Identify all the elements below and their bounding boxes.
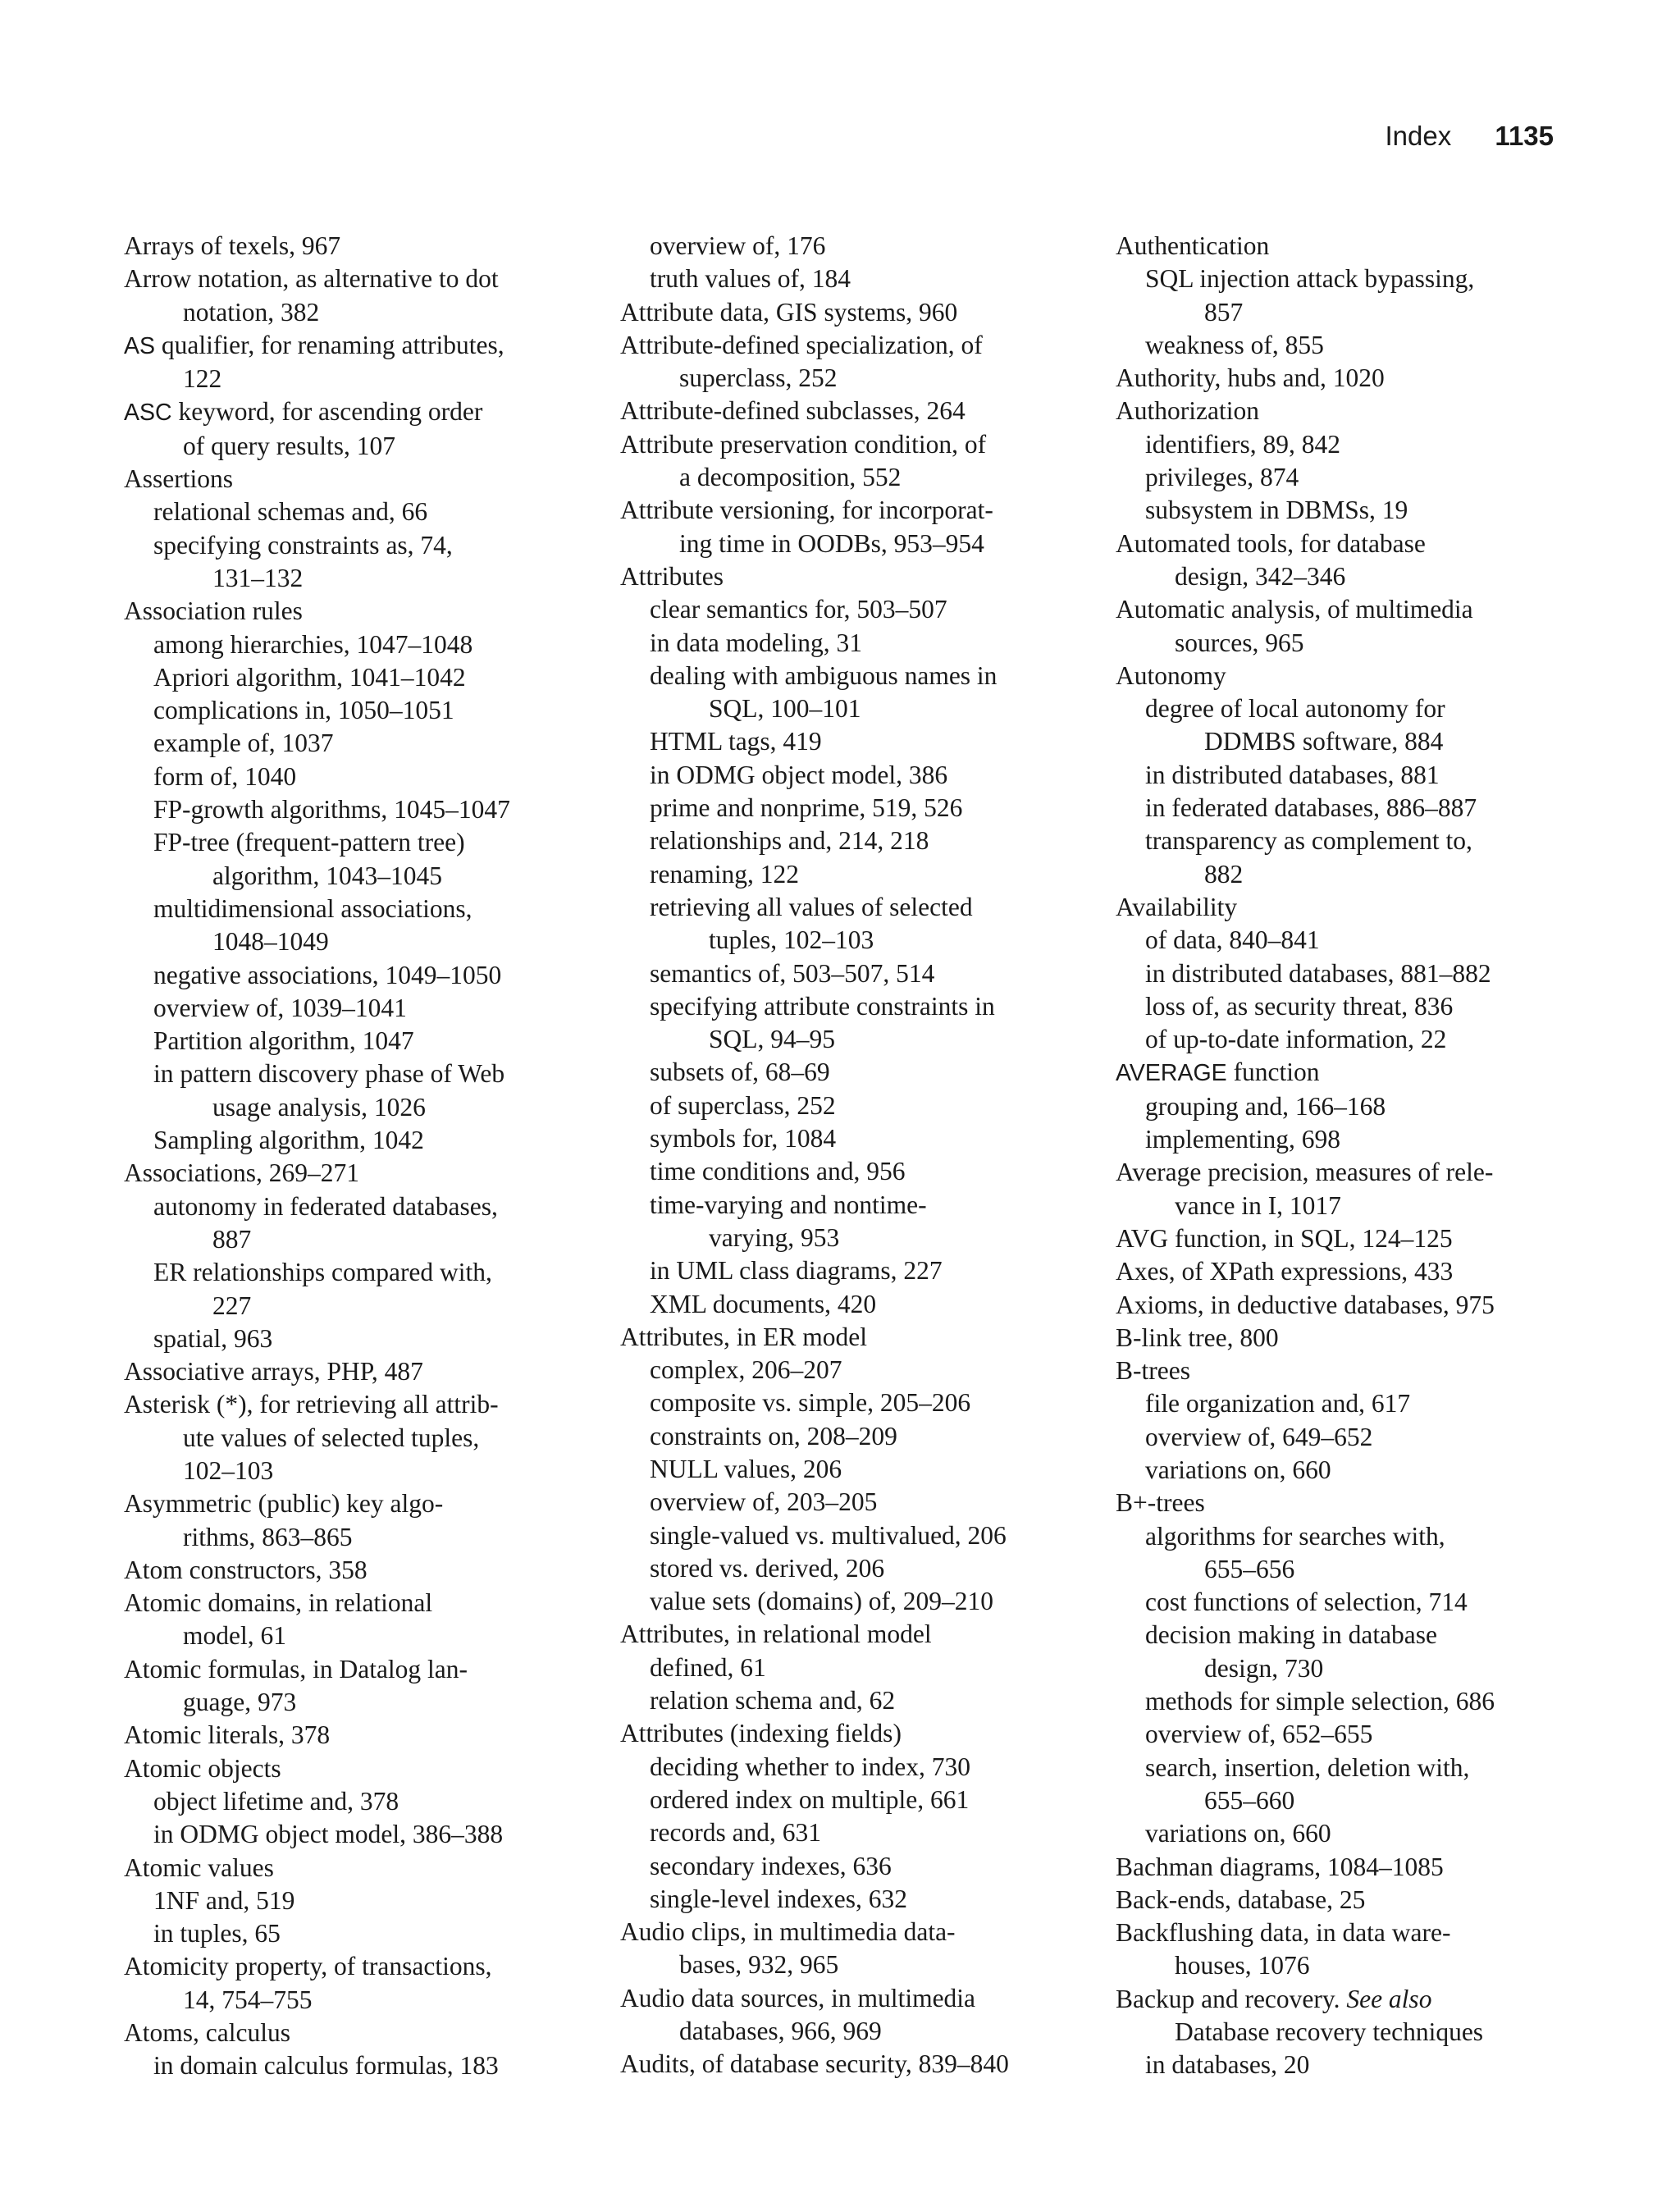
index-subentry: overview of, 203–205	[650, 1487, 878, 1517]
index-subentry: cost functions of selection, 714	[1145, 1588, 1468, 1617]
index-subentry: HTML tags, 419	[650, 727, 822, 756]
index-entry: B-link tree, 800	[1116, 1323, 1279, 1352]
index-entry: Bachman diagrams, 1084–1085	[1116, 1852, 1444, 1881]
index-subentry: NULL values, 206	[650, 1454, 842, 1483]
index-subentry: negative associations, 1049–1050	[153, 960, 502, 989]
index-entry: Attribute-defined subclasses, 264	[620, 396, 966, 426]
index-entry: Atom constructors, 358	[124, 1555, 368, 1584]
index-subentry: relationships and, 214, 218	[650, 826, 929, 856]
index-subentry: of superclass, 252	[650, 1090, 836, 1120]
index-subentry: single-valued vs. multivalued, 206	[650, 1520, 1007, 1550]
index-entry: Axes, of XPath expressions, 433	[1116, 1257, 1454, 1286]
index-entry: Attribute versioning, for incorporat- ing time in OODBs, 953–954	[620, 496, 993, 558]
index-entry: Arrow notation, as alternative to dot notation, 382	[124, 264, 499, 327]
index-entry: Attributes, in ER model	[620, 1322, 867, 1351]
index-subentry: constraints on, 208–209	[650, 1421, 897, 1450]
index-subentry: Partition algorithm, 1047	[153, 1026, 414, 1056]
index-column-3	[1116, 230, 1583, 2082]
index-entry: Axioms, in deductive databases, 975	[1116, 1290, 1495, 1319]
index-entry: Authentication	[1116, 231, 1270, 260]
index-entry: Attribute preservation condition, of a decomposition, 552	[620, 429, 987, 492]
index-entry: Atomic formulas, in Datalog lan- guage, 973	[124, 1654, 468, 1717]
index-entry: Assertions	[124, 464, 233, 494]
running-head	[1386, 120, 1554, 153]
index-entry: Associative arrays, PHP, 487	[124, 1357, 423, 1387]
index-entry: B+-trees	[1116, 1488, 1205, 1518]
index-subentry: search, insertion, deletion with, 655–660	[1145, 1752, 1470, 1815]
index-subentry: privileges, 874	[1145, 463, 1299, 492]
index-subentry: overview of, 652–655	[1145, 1720, 1373, 1749]
index-subentry: Sampling algorithm, 1042	[153, 1126, 424, 1155]
index-subentry: ordered index on multiple, 661	[650, 1784, 970, 1814]
index-subentry: 1NF and, 519	[153, 1885, 295, 1915]
index-subentry: identifiers, 89, 842	[1145, 429, 1340, 459]
index-entry: Backup and recovery. See also Database recovery techniques	[1116, 1984, 1484, 2047]
index-subentry: defined, 61	[650, 1652, 766, 1682]
page-number: 1135	[1495, 121, 1554, 151]
see-also-reference: See also	[1346, 1984, 1432, 2013]
index-subentry: relation schema and, 62	[650, 1686, 896, 1715]
index-subentry: in data modeling, 31	[650, 628, 862, 657]
index-subentry: XML documents, 420	[650, 1289, 877, 1318]
index-subentry: specifying attribute constraints in SQL, 94–95	[650, 991, 995, 1054]
index-keyword: AS	[124, 332, 156, 359]
index-subentry: complex, 206–207	[650, 1355, 842, 1385]
index-entry: Attributes (indexing fields)	[620, 1719, 902, 1748]
index-entry: Attributes	[620, 561, 724, 591]
index-subentry: time conditions and, 956	[650, 1157, 906, 1186]
index-subentry: example of, 1037	[153, 729, 334, 758]
index-entry: Asymmetric (public) key algo- rithms, 863–865	[124, 1489, 444, 1551]
index-subentry: autonomy in federated databases, 887	[153, 1191, 498, 1254]
index-subentry: overview of, 176	[650, 231, 826, 260]
index-subentry: dealing with ambiguous names in SQL, 100–101	[650, 660, 998, 724]
running-head-label: Index	[1385, 121, 1452, 151]
index-entry: Attribute-defined specialization, of superclass, 252	[620, 330, 983, 393]
index-subentry: FP-tree (frequent-pattern tree) algorithm, 1043–1045	[153, 828, 465, 890]
index-subentry: methods for simple selection, 686	[1145, 1687, 1495, 1716]
index-subentry: degree of local autonomy for DDMBS software, 884	[1145, 694, 1445, 756]
index-subentry: relational schemas and, 66	[153, 497, 428, 527]
index-subentry: subsets of, 68–69	[650, 1058, 830, 1087]
index-subentry: variations on, 660	[1145, 1819, 1331, 1848]
index-subentry: single-level indexes, 632	[650, 1884, 908, 1913]
index-entry: AS qualifier, for renaming attributes, 122	[124, 330, 504, 394]
index-subentry: variations on, 660	[1145, 1455, 1331, 1484]
index-subentry: symbols for, 1084	[650, 1124, 837, 1154]
index-subentry: composite vs. simple, 205–206	[650, 1388, 971, 1418]
index-subentry: of up-to-date information, 22	[1145, 1025, 1447, 1054]
index-subentry: in pattern discovery phase of Web usage analysis, 1026	[153, 1059, 505, 1122]
index-subentry: spatial, 963	[153, 1323, 273, 1353]
index-entry: Associations, 269–271	[124, 1158, 359, 1188]
index-subentry: Apriori algorithm, 1041–1042	[153, 662, 466, 692]
index-subentry: weakness of, 855	[1145, 330, 1324, 359]
index-subentry: ER relationships compared with, 227	[153, 1258, 492, 1320]
index-entry: Attributes, in relational model	[620, 1620, 932, 1649]
index-subentry: deciding whether to index, 730	[650, 1752, 971, 1781]
index-entry: Arrays of texels, 967	[124, 231, 341, 260]
index-subentry: in UML class diagrams, 227	[650, 1256, 943, 1286]
index-subentry: in distributed databases, 881–882	[1145, 958, 1491, 988]
index-entry: Atomic literals, 378	[124, 1720, 331, 1750]
index-entry: Back-ends, database, 25	[1116, 1884, 1366, 1914]
index-entry: Average precision, measures of rele- vance in I, 1017	[1116, 1158, 1494, 1220]
index-subentry: loss of, as security threat, 836	[1145, 991, 1454, 1021]
index-subentry: truth values of, 184	[650, 264, 851, 294]
index-subentry: grouping and, 166–168	[1145, 1091, 1386, 1121]
index-subentry: in tuples, 65	[153, 1919, 281, 1948]
index-subentry: in ODMG object model, 386–388	[153, 1820, 504, 1849]
index-subentry: renaming, 122	[650, 859, 799, 889]
index-subentry: FP-growth algorithms, 1045–1047	[153, 795, 510, 825]
index-entry: Automatic analysis, of multimedia sources, 965	[1116, 595, 1473, 657]
index-subentry: subsystem in DBMSs, 19	[1145, 496, 1408, 525]
index-subentry: in domain calculus formulas, 183	[153, 2051, 499, 2081]
index-subentry: stored vs. derived, 206	[650, 1553, 885, 1583]
index-subentry: value sets (domains) of, 209–210	[650, 1587, 994, 1616]
index-subentry: secondary indexes, 636	[650, 1851, 892, 1880]
index-keyword: ASC	[124, 400, 172, 427]
index-subentry: file organization and, 617	[1145, 1389, 1411, 1419]
index-subentry: multidimensional associations, 1048–1049	[153, 893, 472, 957]
index-entry: Availability	[1116, 892, 1238, 921]
index-subentry: object lifetime and, 378	[153, 1786, 399, 1816]
index-entry: Backflushing data, in data ware- houses, 1076	[1116, 1918, 1451, 1980]
index-entry: Attribute data, GIS systems, 960	[620, 297, 958, 327]
index-entry: Asterisk (*), for retrieving all attrib- ute values of selected tuples, 102–103	[124, 1390, 499, 1485]
index-entry: Atomic values	[124, 1853, 274, 1882]
index-subentry: in distributed databases, 881	[1145, 760, 1440, 789]
index-subentry: semantics of, 503–507, 514	[650, 958, 935, 988]
index-subentry: specifying constraints as, 74, 131–132	[153, 530, 453, 592]
index-subentry: complications in, 1050–1051	[153, 696, 454, 725]
index-subentry: among hierarchies, 1047–1048	[153, 629, 473, 659]
index-subentry: in ODMG object model, 386	[650, 760, 948, 789]
index-entry: Atomic objects	[124, 1753, 281, 1783]
index-entry: Association rules	[124, 596, 303, 626]
index-entry: Audio clips, in multimedia data- bases, 932, 965	[620, 1917, 956, 1980]
index-entry: Automated tools, for database design, 342–346	[1116, 528, 1426, 591]
index-entry: Audio data sources, in multimedia databases, 966, 969	[620, 1983, 976, 2046]
index-keyword: AVERAGE	[1116, 1060, 1227, 1087]
index-subentry: of data, 840–841	[1145, 925, 1320, 955]
index-column-1	[124, 230, 591, 2083]
index-subentry: form of, 1040	[153, 761, 297, 791]
index-subentry: in federated databases, 886–887	[1145, 793, 1477, 823]
index-subentry: time-varying and nontime- varying, 953	[650, 1190, 927, 1252]
index-subentry: retrieving all values of selected tuples, 102–103	[650, 892, 973, 955]
index-entry: Authority, hubs and, 1020	[1116, 363, 1385, 393]
index-entry: Atoms, calculus	[124, 2018, 290, 2048]
index-entry: Autonomy	[1116, 660, 1226, 690]
index-entry: Atomic domains, in relational model, 61	[124, 1588, 433, 1651]
index-subentry: prime and nonprime, 519, 526	[650, 793, 963, 823]
index-subentry: clear semantics for, 503–507	[650, 595, 947, 624]
index-subentry: implementing, 698	[1145, 1125, 1340, 1154]
index-entry: Authorization	[1116, 396, 1259, 426]
index-column-2	[620, 230, 1088, 2081]
index-subentry: in databases, 20	[1145, 2050, 1310, 2080]
index-entry: B-trees	[1116, 1356, 1190, 1386]
index-entry: AVERAGE function	[1116, 1058, 1320, 1087]
index-subentry: overview of, 1039–1041	[153, 993, 407, 1022]
index-subentry: overview of, 649–652	[1145, 1422, 1373, 1451]
index-subentry: algorithms for searches with, 655–656	[1145, 1521, 1445, 1583]
index-subentry: decision making in database design, 730	[1145, 1620, 1438, 1683]
index-entry: Atomicity property, of transactions, 14, 754–755	[124, 1952, 492, 2014]
index-subentry: SQL injection attack bypassing, 857	[1145, 264, 1475, 327]
index-entry: Audits, of database security, 839–840	[620, 2049, 1009, 2079]
index-entry: AVG function, in SQL, 124–125	[1116, 1223, 1453, 1253]
index-subentry: transparency as complement to, 882	[1145, 826, 1472, 889]
index-subentry: records and, 631	[650, 1818, 822, 1848]
index-entry: ASC keyword, for ascending order of query results, 107	[124, 397, 483, 460]
